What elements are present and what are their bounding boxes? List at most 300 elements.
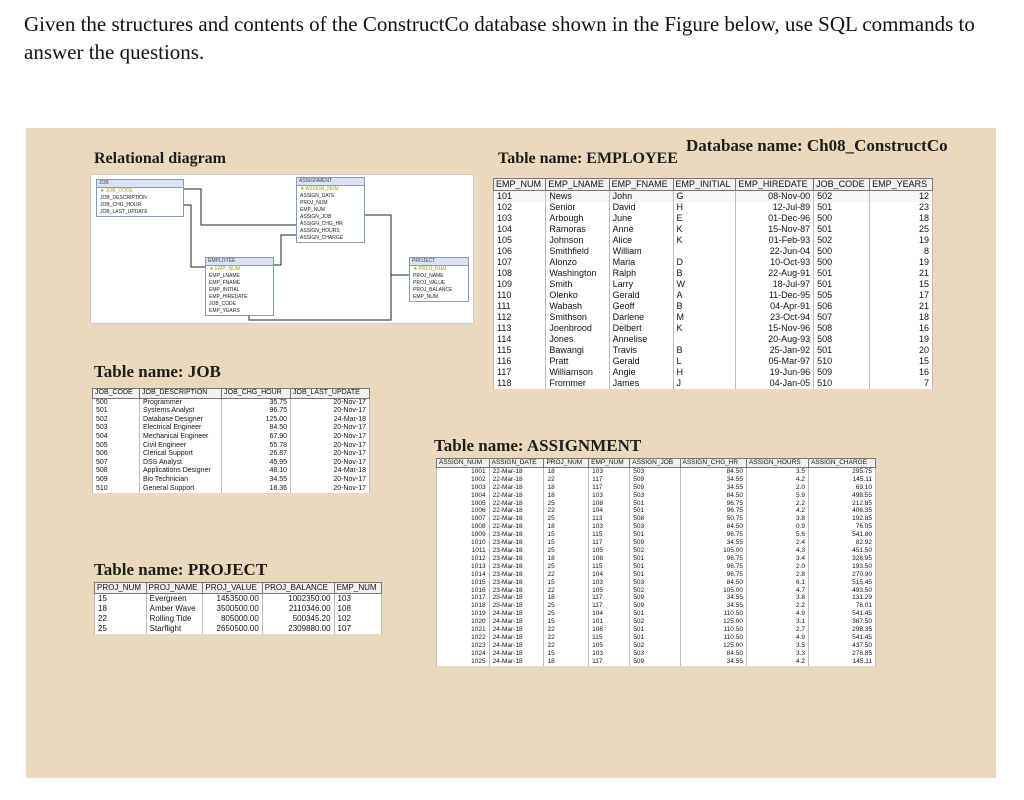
table-cell: 502: [630, 547, 680, 555]
entity-field: EMP_YEARS: [209, 308, 240, 314]
table-cell: 21: [870, 268, 933, 279]
table-cell: 113: [494, 323, 546, 334]
table-cell: 10-Oct-93: [736, 257, 814, 268]
table-cell: 23-Mar-18: [489, 579, 544, 587]
table-cell: 2.0: [746, 484, 808, 492]
table-cell: 23-Mar-18: [489, 594, 544, 602]
table-cell: 34.55: [680, 594, 746, 602]
assignment-column-header: ASSIGN_HOURS: [746, 459, 808, 468]
table-cell: Alonzo: [546, 257, 609, 268]
table-cell: Johnson: [546, 235, 609, 246]
table-cell: 22-Mar-18: [489, 523, 544, 531]
table-cell: 34.55: [680, 484, 746, 492]
table-cell: Darlene: [609, 312, 673, 323]
table-cell: 503: [630, 523, 680, 531]
table-cell: H: [673, 202, 736, 213]
table-cell: 01-Feb-93: [736, 235, 814, 246]
table-cell: 25: [544, 602, 589, 610]
table-cell: Williamson: [546, 367, 609, 378]
table-cell: 23-Mar-18: [489, 547, 544, 555]
entity-job-name: JOB: [97, 180, 183, 188]
assignment-header-row: [437, 459, 876, 468]
table-cell: 1015: [437, 579, 490, 587]
table-cell: David: [609, 202, 673, 213]
table-cell: 25: [95, 624, 147, 634]
table-row: [494, 191, 933, 203]
table-cell: 05-Mar-97: [736, 356, 814, 367]
table-cell: 125.00: [680, 642, 746, 650]
table-cell: 501: [630, 626, 680, 634]
table-cell: 500345.20: [262, 614, 334, 624]
table-cell: 103: [589, 467, 630, 475]
table-cell: [673, 246, 736, 257]
table-cell: 25: [870, 224, 933, 235]
table-cell: 4.2: [746, 476, 808, 484]
table-cell: 1008: [437, 523, 490, 531]
table-cell: 12: [870, 191, 933, 203]
table-row: [494, 323, 933, 334]
table-cell: 108: [494, 268, 546, 279]
entity-field: PROJ_NUM: [300, 200, 328, 206]
table-cell: 110.50: [680, 626, 746, 634]
table-cell: 34.55: [680, 658, 746, 666]
table-cell: 509: [630, 484, 680, 492]
table-cell: W: [673, 279, 736, 290]
table-cell: 104: [589, 507, 630, 515]
table-cell: Arbough: [546, 213, 609, 224]
table-cell: 15: [870, 356, 933, 367]
table-cell: 20: [870, 345, 933, 356]
table-cell: 1002: [437, 476, 490, 484]
table-row: [95, 594, 382, 605]
table-cell: Maria: [609, 257, 673, 268]
table-cell: 96.75: [680, 531, 746, 539]
employee-column-header: EMP_FNAME: [609, 179, 673, 191]
table-cell: 18: [544, 555, 589, 563]
assignment-column-header: EMP_NUM: [589, 459, 630, 468]
table-row: [437, 587, 876, 595]
table-cell: 96.75: [222, 407, 291, 416]
table-cell: 7: [870, 378, 933, 389]
table-cell: 20-Nov-17: [291, 407, 370, 416]
table-cell: 15: [544, 539, 589, 547]
table-cell: D: [673, 257, 736, 268]
table-cell: 2309880.00: [262, 624, 334, 634]
project-table-body: [95, 594, 382, 635]
table-cell: 115: [494, 345, 546, 356]
project-table: [94, 582, 382, 634]
table-cell: 84.50: [222, 424, 291, 433]
table-cell: 114: [494, 334, 546, 345]
table-cell: 26.87: [222, 450, 291, 459]
table-cell: 502: [630, 587, 680, 595]
table-cell: 08-Nov-00: [736, 191, 814, 203]
table-cell: 24-Mar-18: [489, 610, 544, 618]
table-cell: 145.11: [809, 476, 876, 484]
table-cell: 24-Mar-18: [489, 626, 544, 634]
table-cell: 24-Mar-18: [489, 658, 544, 666]
figure-panel: [26, 128, 996, 778]
table-cell: 20-Nov-17: [291, 398, 370, 407]
table-cell: 502: [630, 618, 680, 626]
table-cell: 15: [544, 650, 589, 658]
entity-field: PROJ_BALANCE: [413, 287, 453, 293]
table-cell: Mechanical Engineer: [140, 433, 222, 442]
table-cell: John: [609, 191, 673, 203]
table-cell: 23-Mar-18: [489, 571, 544, 579]
table-cell: 503: [630, 492, 680, 500]
table-cell: 23-Mar-18: [489, 587, 544, 595]
table-cell: 270.90: [809, 571, 876, 579]
table-cell: 16: [870, 323, 933, 334]
entity-employee: [205, 257, 274, 316]
relational-diagram-title: Relational diagram: [94, 150, 226, 167]
entity-field: ★ ASSIGN_NUM: [300, 186, 339, 192]
table-cell: 104: [589, 610, 630, 618]
table-cell: 510: [814, 356, 870, 367]
table-cell: 22: [544, 476, 589, 484]
table-row: [437, 484, 876, 492]
table-cell: 18.36: [222, 485, 291, 494]
project-column-header: PROJ_BALANCE: [262, 583, 334, 594]
table-cell: Evergreen: [146, 594, 203, 605]
table-cell: 1014: [437, 571, 490, 579]
table-cell: Clerical Support: [140, 450, 222, 459]
table-cell: 1004: [437, 492, 490, 500]
job-column-header: JOB_LAST_UPDATE: [291, 389, 370, 399]
table-cell: B: [673, 268, 736, 279]
table-cell: 15-Nov-96: [736, 323, 814, 334]
table-cell: 84.50: [680, 579, 746, 587]
table-cell: 24-Mar-18: [291, 467, 370, 476]
table-cell: 117: [589, 539, 630, 547]
table-cell: 103: [589, 579, 630, 587]
table-row: [494, 367, 933, 378]
table-row: [494, 235, 933, 246]
table-cell: 22: [544, 571, 589, 579]
table-row: [93, 407, 370, 416]
table-cell: 20-Nov-17: [291, 485, 370, 494]
entity-field: ★ EMP_NUM: [209, 266, 240, 272]
table-cell: 22-Jun-04: [736, 246, 814, 257]
table-row: [437, 492, 876, 500]
table-cell: General Support: [140, 485, 222, 494]
table-row: [437, 515, 876, 523]
table-cell: 502: [814, 235, 870, 246]
table-cell: 106: [494, 246, 546, 257]
table-cell: 504: [93, 433, 140, 442]
table-cell: 102: [334, 614, 381, 624]
table-cell: Smithson: [546, 312, 609, 323]
table-cell: Bio Technician: [140, 476, 222, 485]
table-cell: Gerald: [609, 356, 673, 367]
table-cell: 1018: [437, 602, 490, 610]
table-row: [437, 500, 876, 508]
table-cell: 105: [494, 235, 546, 246]
table-cell: 3.8: [746, 515, 808, 523]
table-cell: 24-Mar-18: [489, 642, 544, 650]
table-cell: 2110346.00: [262, 604, 334, 614]
table-cell: 115: [589, 634, 630, 642]
table-cell: 509: [630, 658, 680, 666]
table-cell: Travis: [609, 345, 673, 356]
employee-table-body: [494, 191, 933, 390]
table-row: [437, 539, 876, 547]
table-cell: 105: [589, 547, 630, 555]
table-row: [93, 485, 370, 494]
entity-field: EMP_HIREDATE: [209, 294, 248, 300]
table-cell: 503: [630, 467, 680, 475]
table-cell: 19: [870, 235, 933, 246]
assignment-table: [436, 458, 876, 666]
table-cell: 15: [544, 579, 589, 587]
table-cell: 25: [544, 563, 589, 571]
table-cell: 1023: [437, 642, 490, 650]
table-cell: 23-Mar-18: [489, 563, 544, 571]
entity-field: EMP_NUM: [300, 207, 326, 213]
table-cell: 3.8: [746, 594, 808, 602]
table-cell: 112: [494, 312, 546, 323]
table-row: [494, 279, 933, 290]
table-cell: 541.45: [809, 610, 876, 618]
table-cell: 22-Mar-18: [489, 515, 544, 523]
table-cell: 18-Jul-97: [736, 279, 814, 290]
entity-field: JOB_DESCRIPTION: [100, 195, 147, 201]
table-cell: 107: [494, 257, 546, 268]
table-cell: 503: [630, 650, 680, 658]
entity-project: [409, 257, 469, 302]
table-cell: DSS Analyst: [140, 459, 222, 468]
table-cell: Civil Engineer: [140, 442, 222, 451]
table-cell: E: [673, 213, 736, 224]
table-cell: 3.5: [746, 642, 808, 650]
table-row: [93, 476, 370, 485]
relational-diagram: [90, 174, 474, 324]
project-table-title: Table name: PROJECT: [94, 560, 268, 579]
table-cell: 502: [814, 191, 870, 203]
table-cell: 19-Jun-96: [736, 367, 814, 378]
table-row: [437, 476, 876, 484]
table-cell: 22: [95, 614, 147, 624]
table-cell: 503: [630, 579, 680, 587]
table-cell: 502: [93, 416, 140, 425]
table-cell: 69.10: [809, 484, 876, 492]
table-cell: 1006: [437, 507, 490, 515]
table-cell: 105.00: [680, 587, 746, 595]
table-cell: 20-Nov-17: [291, 433, 370, 442]
table-cell: 96.75: [680, 555, 746, 563]
table-row: [494, 356, 933, 367]
table-cell: 508: [814, 323, 870, 334]
table-cell: 22-Mar-18: [489, 476, 544, 484]
table-cell: Rolling Tide: [146, 614, 203, 624]
table-cell: J: [673, 378, 736, 389]
table-row: [93, 424, 370, 433]
table-cell: G: [673, 191, 736, 203]
table-row: [437, 579, 876, 587]
table-cell: 34.55: [680, 476, 746, 484]
table-cell: 22: [544, 587, 589, 595]
table-cell: 15-Nov-87: [736, 224, 814, 235]
table-cell: 500: [814, 257, 870, 268]
table-cell: 125.00: [680, 618, 746, 626]
table-cell: 493.50: [809, 587, 876, 595]
table-cell: Pratt: [546, 356, 609, 367]
assignment-column-header: ASSIGN_DATE: [489, 459, 544, 468]
table-cell: 15: [544, 618, 589, 626]
table-cell: 04-Jan-05: [736, 378, 814, 389]
table-row: [437, 467, 876, 475]
table-cell: 50.75: [680, 515, 746, 523]
table-cell: 84.50: [680, 650, 746, 658]
table-cell: 108: [589, 555, 630, 563]
table-cell: 96.75: [680, 571, 746, 579]
table-cell: 17: [870, 290, 933, 301]
table-cell: Smithfield: [546, 246, 609, 257]
table-cell: 84.50: [680, 523, 746, 531]
table-row: [93, 398, 370, 407]
table-row: [95, 614, 382, 624]
job-header-row: [93, 389, 370, 399]
table-cell: 96.75: [680, 500, 746, 508]
table-row: [93, 467, 370, 476]
table-cell: 103: [589, 523, 630, 531]
table-cell: 510: [93, 485, 140, 494]
table-cell: 35.75: [222, 398, 291, 407]
entity-field: ASSIGN_CHG_HR: [300, 221, 343, 227]
table-cell: 18: [870, 312, 933, 323]
table-cell: 101: [589, 618, 630, 626]
table-row: [437, 626, 876, 634]
table-cell: Bawangi: [546, 345, 609, 356]
table-cell: 501: [814, 202, 870, 213]
entity-field: EMP_NUM: [413, 294, 439, 300]
table-cell: A: [673, 290, 736, 301]
table-cell: 2.7: [746, 626, 808, 634]
table-cell: Joenbrood: [546, 323, 609, 334]
table-cell: 505: [93, 442, 140, 451]
table-cell: Electrical Engineer: [140, 424, 222, 433]
table-cell: 22-Aug-91: [736, 268, 814, 279]
table-row: [494, 378, 933, 389]
table-cell: 328.95: [809, 555, 876, 563]
table-cell: 507: [814, 312, 870, 323]
table-cell: 117: [589, 476, 630, 484]
entity-project-name: PROJECT: [410, 258, 468, 266]
table-cell: 3500500.00: [203, 604, 262, 614]
table-cell: 2.0: [746, 563, 808, 571]
table-cell: 34.55: [680, 539, 746, 547]
table-cell: 18: [544, 484, 589, 492]
table-cell: 508: [630, 515, 680, 523]
table-cell: 506: [93, 450, 140, 459]
table-cell: 501: [630, 555, 680, 563]
table-cell: 25: [544, 515, 589, 523]
table-cell: 501: [630, 571, 680, 579]
project-column-header: EMP_NUM: [334, 583, 381, 594]
table-cell: 22: [544, 507, 589, 515]
table-row: [95, 604, 382, 614]
assignment-column-header: PROJ_NUM: [544, 459, 589, 468]
table-cell: 15: [544, 531, 589, 539]
table-cell: 501: [814, 268, 870, 279]
table-row: [437, 602, 876, 610]
table-cell: 295.75: [809, 467, 876, 475]
table-cell: 0.9: [746, 523, 808, 531]
table-cell: 20-Nov-17: [291, 450, 370, 459]
table-cell: 212.85: [809, 500, 876, 508]
project-header-row: [95, 583, 382, 594]
table-cell: 24-Mar-18: [489, 650, 544, 658]
table-row: [437, 618, 876, 626]
entity-employee-name: EMPLOYEE: [206, 258, 273, 266]
table-row: [494, 312, 933, 323]
entity-field: EMP_LNAME: [209, 273, 240, 279]
entity-field: EMP_INITIAL: [209, 287, 240, 293]
table-cell: 117: [589, 658, 630, 666]
table-cell: [673, 334, 736, 345]
table-cell: June: [609, 213, 673, 224]
table-cell: 1010: [437, 539, 490, 547]
entity-job: [96, 179, 184, 217]
table-cell: Larry: [609, 279, 673, 290]
table-cell: 805000.00: [203, 614, 262, 624]
table-row: [437, 555, 876, 563]
table-cell: 1012: [437, 555, 490, 563]
table-cell: 84.50: [680, 467, 746, 475]
table-cell: K: [673, 235, 736, 246]
table-row: [437, 507, 876, 515]
table-row: [93, 459, 370, 468]
table-cell: 1022: [437, 634, 490, 642]
table-cell: 1005: [437, 500, 490, 508]
table-cell: 1020: [437, 618, 490, 626]
table-cell: Anne: [609, 224, 673, 235]
table-cell: 4.9: [746, 634, 808, 642]
table-cell: 1019: [437, 610, 490, 618]
table-row: [494, 213, 933, 224]
table-cell: 501: [630, 634, 680, 642]
table-cell: Smith: [546, 279, 609, 290]
table-cell: B: [673, 301, 736, 312]
table-cell: Database Designer: [140, 416, 222, 425]
table-cell: 76.05: [809, 523, 876, 531]
table-cell: 501: [630, 563, 680, 571]
table-cell: 5.9: [746, 492, 808, 500]
entity-field: ASSIGN_JOB: [300, 214, 332, 220]
entity-field: PROJ_VALUE: [413, 280, 446, 286]
table-cell: 34.55: [222, 476, 291, 485]
table-cell: 23-Mar-18: [489, 531, 544, 539]
table-cell: 125.00: [222, 416, 291, 425]
table-cell: 23-Mar-18: [489, 555, 544, 563]
table-cell: 509: [630, 594, 680, 602]
entity-field: JOB_CODE: [209, 301, 236, 307]
table-cell: 145.11: [809, 658, 876, 666]
table-cell: 1021: [437, 626, 490, 634]
employee-column-header: EMP_LNAME: [546, 179, 609, 191]
table-cell: News: [546, 191, 609, 203]
table-cell: 19: [870, 257, 933, 268]
table-cell: 509: [93, 476, 140, 485]
table-row: [437, 650, 876, 658]
table-cell: 107: [334, 624, 381, 634]
entity-assignment-name: ASSIGNMENT: [297, 178, 364, 186]
table-cell: 20-Nov-17: [291, 442, 370, 451]
table-cell: 298.35: [809, 626, 876, 634]
table-cell: Gerald: [609, 290, 673, 301]
table-cell: H: [673, 367, 736, 378]
